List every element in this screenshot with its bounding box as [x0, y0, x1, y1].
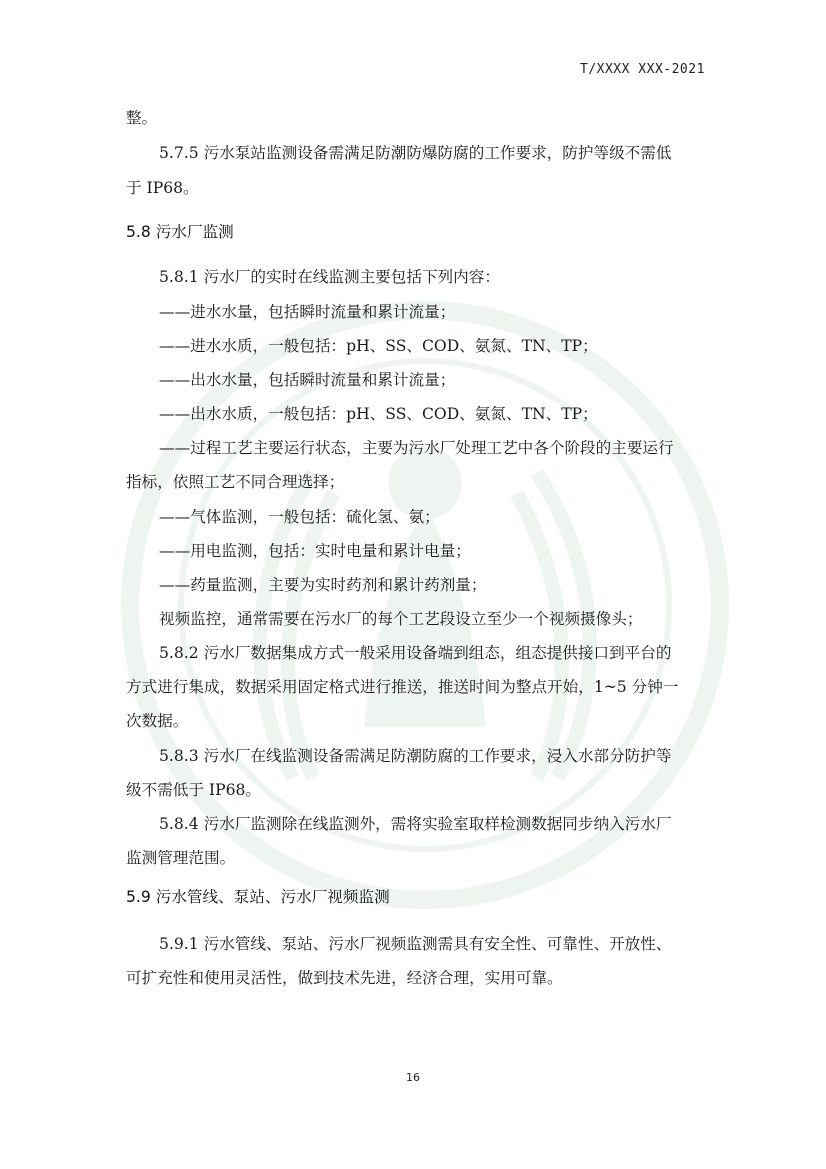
list-item: ——用电监测，包括：实时电量和累计电量；	[159, 542, 471, 560]
clause-5-8-3: 5.8.3 污水厂在线监测设备需满足防潮防腐的工作要求，浸入水部分防护等	[159, 747, 672, 765]
document-number: T/XXXX XXX-2021	[580, 62, 705, 77]
list-item: ——过程工艺主要运行状态，主要为污水厂处理工艺中各个阶段的主要运行	[159, 439, 674, 457]
paragraph-line: 于 IP68。	[126, 179, 199, 197]
paragraph-line: 指标，依照工艺不同合理选择；	[126, 473, 345, 491]
page-number: 16	[406, 1071, 420, 1084]
paragraph-line: 监测管理范围。	[126, 849, 236, 867]
paragraph-line: 视频监控，通常需要在污水厂的每个工艺段设立至少一个视频摄像头；	[159, 610, 643, 628]
list-item: ——进水水质，一般包括：pH、SS、COD、氨氮、TN、TP；	[159, 337, 598, 355]
list-item: ——进水水量，包括瞬时流量和累计流量；	[159, 303, 456, 321]
paragraph-line: 方式进行集成，数据采用固定格式进行推送，推送时间为整点开始，1~5 分钟一	[126, 678, 679, 696]
paragraph-line: 整。	[126, 109, 158, 127]
list-item: ——出水水量，包括瞬时流量和累计流量；	[159, 371, 456, 389]
clause-5-7-5: 5.7.5 污水泵站监测设备需满足防潮防爆防腐的工作要求，防护等级不需低	[159, 144, 672, 162]
paragraph-line: 次数据。	[126, 712, 189, 730]
section-heading-5-8: 5.8 污水厂监测	[126, 223, 234, 241]
clause-5-8-2: 5.8.2 污水厂数据集成方式一般采用设备端到组态，组态提供接口到平台的	[159, 644, 672, 662]
list-item: ——药量监测，主要为实时药剂和累计药剂量；	[159, 576, 487, 594]
section-heading-5-9: 5.9 污水管线、泵站、污水厂视频监测	[126, 888, 390, 906]
clause-5-9-1: 5.9.1 污水管线、泵站、污水厂视频监测需具有安全性、可靠性、开放性、	[159, 935, 672, 953]
clause-5-8-4: 5.8.4 污水厂监测除在线监测外，需将实验室取样检测数据同步纳入污水厂	[159, 815, 672, 833]
paragraph-line: 可扩充性和使用灵活性，做到技术先进，经济合理，实用可靠。	[126, 969, 563, 987]
clause-5-8-1: 5.8.1 污水厂的实时在线监测主要包括下列内容：	[159, 268, 500, 286]
paragraph-line: 级不需低于 IP68。	[126, 781, 262, 799]
list-item: ——出水水质，一般包括：pH、SS、COD、氨氮、TN、TP；	[159, 405, 598, 423]
list-item: ——气体监测，一般包括：硫化氢、氨；	[159, 508, 440, 526]
